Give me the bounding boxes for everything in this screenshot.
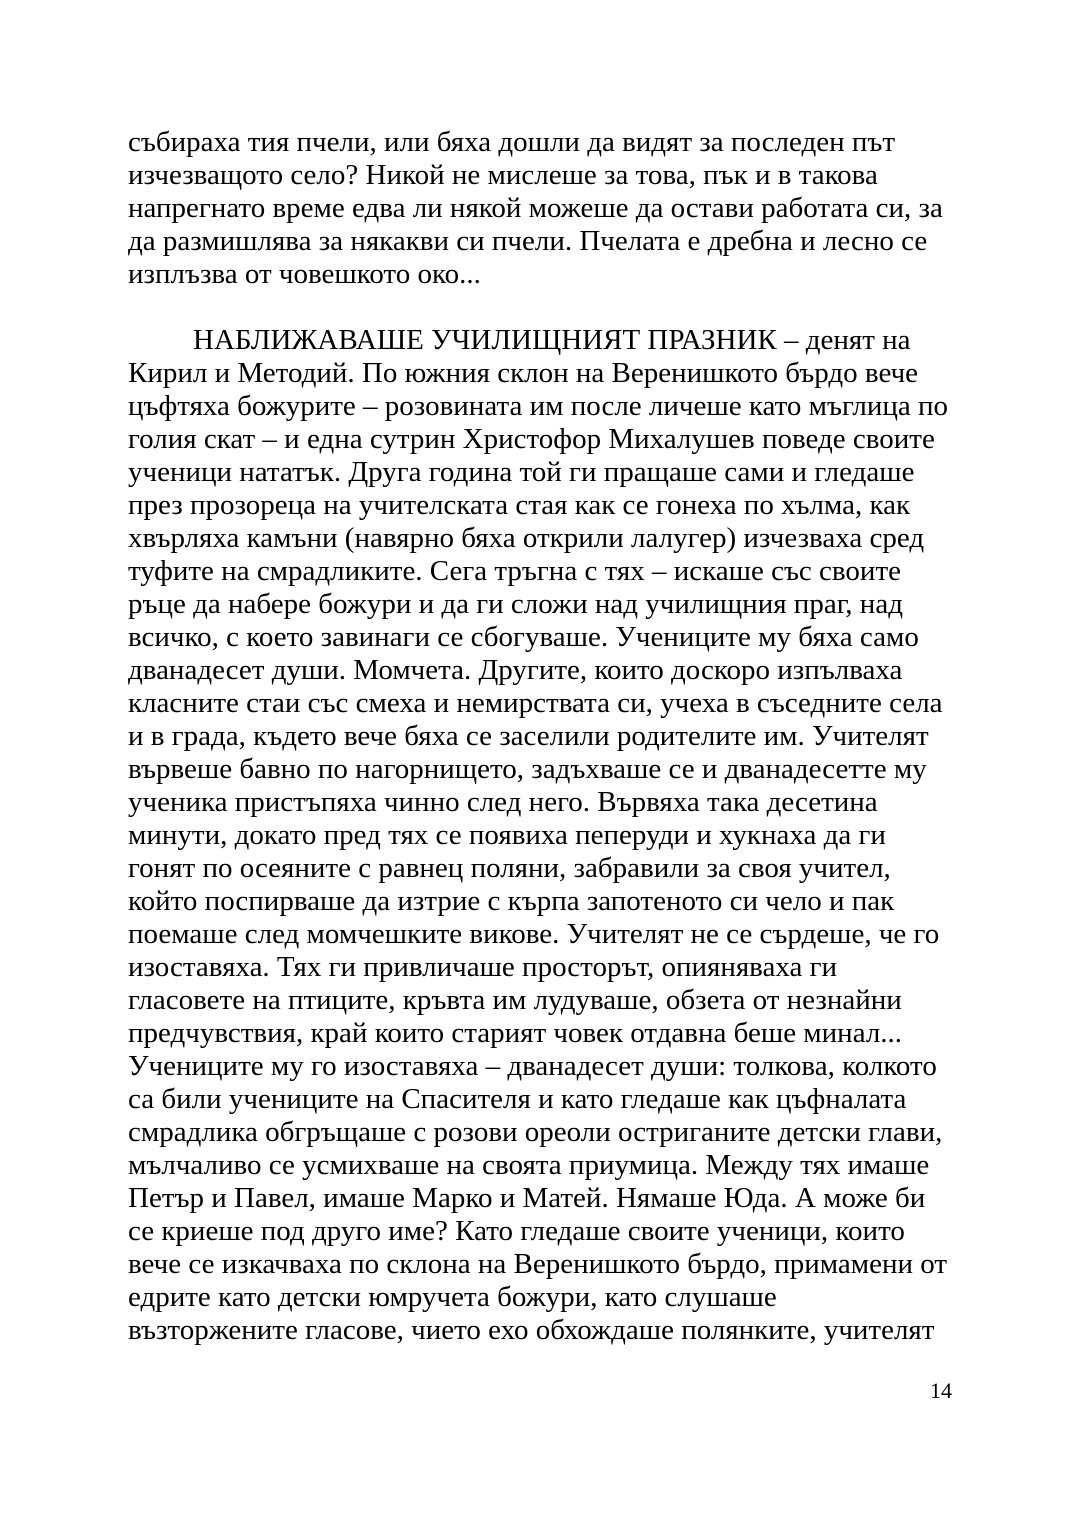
page-body [128, 126, 952, 1347]
paragraph-continuation: събираха тия пчели, или бяха дошли да видят за последен път изчезващото село? Никой не мислеше за това, пък и в такова напрегнато време едва ли някой можеше да остави работата си, за да размишлява за някакви си пчели. Пчелата е дребна и лесно се изплъзва от човешкото око... [128, 126, 943, 290]
page-number: 14 [930, 1378, 952, 1403]
paragraph-main: НАБЛИЖАВАШЕ УЧИЛИЩНИЯТ ПРАЗНИК – денят на Кирил и Методий. По южния склон на Веренишкото бърдо вече цъфтяха божурите – розовината им после личеше като мъглица по голия скат – и една сутрин Христофор Михалушев поведе своите ученици нататък. Друга година той ги пращаше сами и гледаше през прозореца на учителската стая как се гонеха по хълма, как хвърляха камъни (навярно бяха открили лалугер) изчезваха сред туфите на смрадликите. Сега тръгна с тях – искаше със своите ръце да набере божури и да ги сложи над училищния праг, над всичко, с което завинаги се сбогуваше. Учениците му бяха само дванадесет души. Момчета. Другите, които доскоро изпълваха класните стаи със смеха и немирствата си, учеха в съседните села и в града, където вече бяха се заселили родителите им. Учителят вървеше бавно по нагорнището, задъхваше се и дванадесетте му ученика пристъпяха чинно след него. Вървяха така десетина минути, докато пред тях се появиха пеперуди и хукнаха да ги гонят по осеяните с равнец поляни, забравили за своя учител, който поспирваше да изтрие с кърпа запотеното си чело и пак поемаше след момчешките викове. Учителят не се сърдеше, че го изоставяха. Тях ги привличаше просторът, опияняваха ги гласовете на птиците, кръвта им лудуваше, обзета от незнайни предчувствия, край които старият човек отдавна беше минал... Учениците му го изоставяха – дванадесет души: толкова, колкото са били учениците на Спасителя и като гледаше как цъфналата смрадлика обгръщаше с розови ореоли остриганите детски глави, мълчаливо се усмихваше на своята приумица. Между тях имаше Петър и Павел, имаше Марко и Матей. Нямаше Юда. А може би се криеше под друго име? Като гледаше своите ученици, които вече се изкачваха по склона на Веренишкото бърдо, примамени от едрите като детски юмручета божури, като слушаше възторжените гласове, чието ехо обхождаше полянките, учителят [128, 324, 949, 1346]
